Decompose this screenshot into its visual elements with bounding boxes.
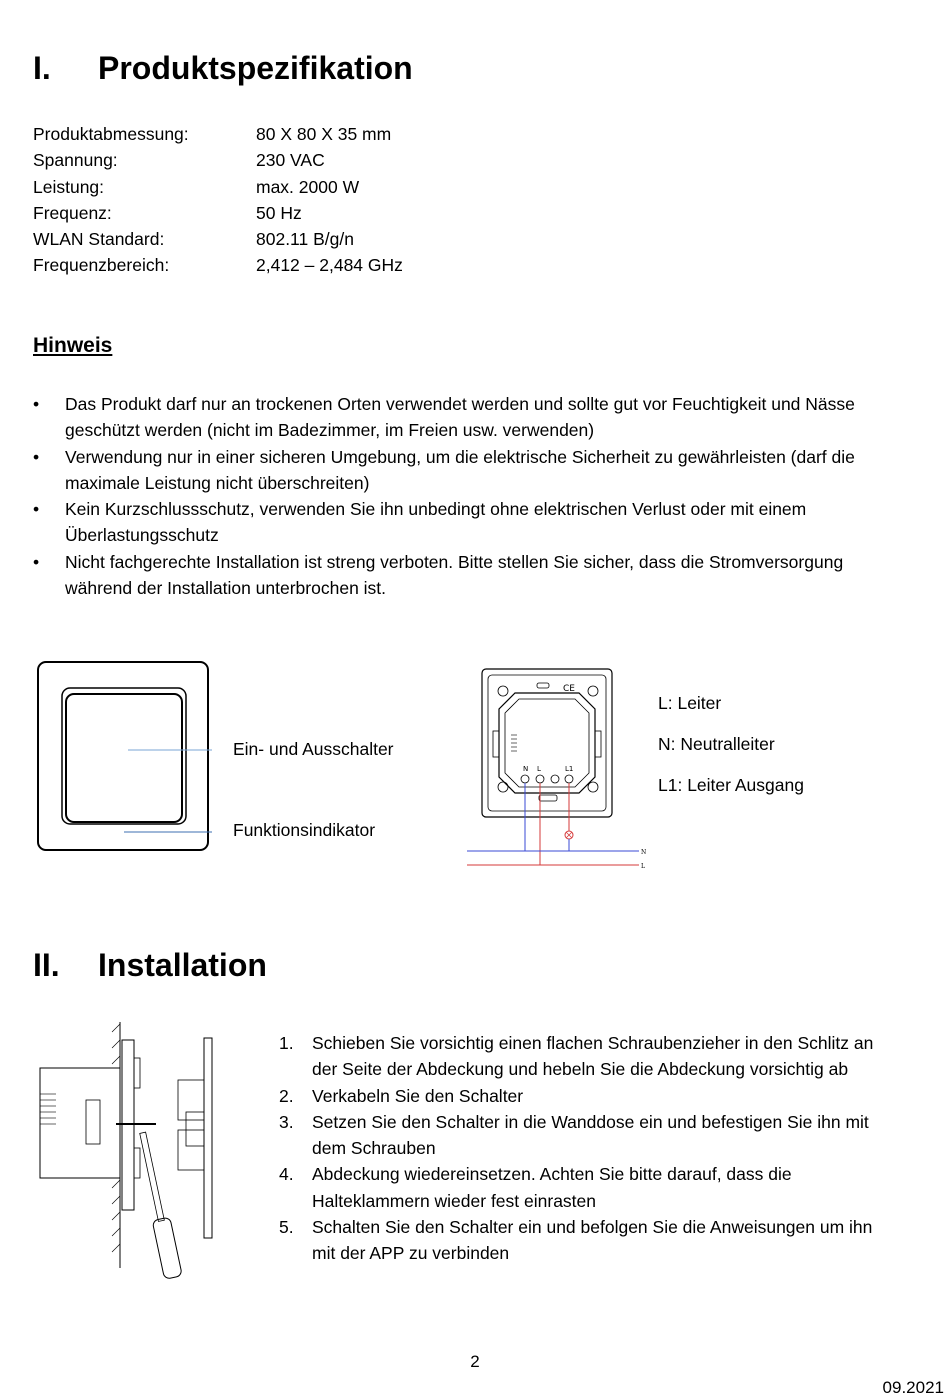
spec-value: 230 VAC [256, 150, 325, 171]
spec-value: 50 Hz [256, 202, 302, 223]
step-text: Schieben Sie vorsichtig einen flachen Schraubenzieher in den Schlitz an der Seite der Abdeckung und hebeln Sie die Abdeckung vorsichtig ab [312, 1033, 874, 1080]
page-number: 2 [470, 1352, 480, 1371]
svg-text:CE: CE [563, 684, 575, 694]
bullet-icon: • [33, 394, 40, 414]
list-item [279, 1109, 899, 1162]
line-label: N [641, 849, 647, 856]
list-item-text: Verwendung nur in einer sicheren Umgebung, um die elektrische Sicherheit zu gewährleisten (darf die maximale Leistung nicht überschreiten) [65, 446, 855, 493]
spec-row [33, 174, 403, 200]
section-2-title: Installation [98, 947, 267, 983]
installation-diagram [36, 1018, 236, 1286]
legend-item: N: Neutralleiter [658, 734, 775, 754]
wiring-diagram [465, 665, 650, 875]
installation-steps [279, 1030, 899, 1267]
list-item [33, 391, 913, 444]
section-1-number: I. [33, 50, 51, 86]
list-item [279, 1030, 899, 1083]
step-number: 1. [279, 1033, 294, 1053]
hinweis-heading: Hinweis [33, 334, 113, 357]
terminal-label: L1 [565, 765, 574, 773]
section-2-heading [33, 947, 267, 984]
spec-row [33, 226, 403, 252]
terminal-label: L [537, 765, 541, 773]
spec-key: WLAN Standard: [33, 229, 165, 250]
step-text: Setzen Sie den Schalter in die Wanddose ein und befestigen Sie ihn mit dem Schrauben [312, 1111, 869, 1159]
line-label: L [641, 863, 645, 870]
step-text: Abdeckung wiedereinsetzen. Achten Sie bitte darauf, dass die Halteklammern wieder fest einrasten [312, 1164, 792, 1211]
spec-key: Leistung: [33, 176, 105, 197]
spec-row [33, 252, 403, 278]
switch-front-diagram [36, 660, 212, 854]
list-item [33, 496, 913, 549]
legend-item: L: Leiter [658, 693, 722, 713]
step-text: Verkabeln Sie den Schalter [312, 1085, 524, 1106]
spec-row [33, 147, 403, 173]
section-1-title: Produktspezifikation [98, 50, 413, 86]
spec-key: Frequenz: [33, 202, 112, 223]
step-number: 4. [279, 1164, 294, 1185]
section-1-heading [33, 50, 413, 87]
step-text: Schalten Sie den Schalter ein und befolgen Sie die Anweisungen um ihn mit der APP zu verbinden [312, 1217, 873, 1264]
spec-value: max. 2000 W [256, 176, 360, 197]
section-2-number: II. [33, 947, 60, 983]
switch-label: Ein- und Ausschalter [233, 739, 394, 759]
list-item [33, 549, 913, 602]
document-date: 09.2021 [882, 1378, 944, 1397]
spec-key: Frequenzbereich: [33, 255, 170, 276]
list-item [279, 1161, 899, 1214]
hinweis-list [33, 391, 913, 601]
spec-value: 802.11 B/g/n [256, 229, 354, 250]
bullet-icon: • [33, 551, 40, 572]
step-number: 3. [279, 1111, 294, 1132]
list-item [279, 1083, 899, 1109]
list-item [33, 444, 913, 497]
spec-value: 2,412 – 2,484 GHz [256, 255, 403, 276]
terminal-label: N [523, 765, 529, 773]
spec-key: Spannung: [33, 150, 118, 171]
bullet-icon: • [33, 499, 40, 520]
indicator-label: Funktionsindikator [233, 820, 376, 840]
spec-row [33, 121, 403, 147]
step-number: 5. [279, 1217, 294, 1238]
spec-table [33, 121, 403, 279]
list-item [279, 1214, 899, 1267]
step-number: 2. [279, 1085, 294, 1106]
list-item-text: Nicht fachgerechte Installation ist streng verboten. Bitte stellen Sie sicher, dass die Stromversorgung während der Installation unterbrochen ist. [65, 551, 844, 599]
list-item-text: Das Produkt darf nur an trockenen Orten verwendet werden und sollte gut vor Feuchtigkeit und Nässe geschützt werden (nicht im Badezimmer, im Freien usw. verwenden) [65, 394, 855, 441]
spec-key: Produktabmessung: [33, 124, 189, 144]
bullet-icon: • [33, 446, 40, 467]
spec-value: 80 X 80 X 35 mm [256, 124, 392, 144]
list-item-text: Kein Kurzschlussschutz, verwenden Sie ihn unbedingt ohne elektrischen Verlust oder mit einem Überlastungsschutz [65, 499, 807, 546]
spec-row [33, 200, 403, 226]
legend-item: L1: Leiter Ausgang [658, 775, 804, 795]
